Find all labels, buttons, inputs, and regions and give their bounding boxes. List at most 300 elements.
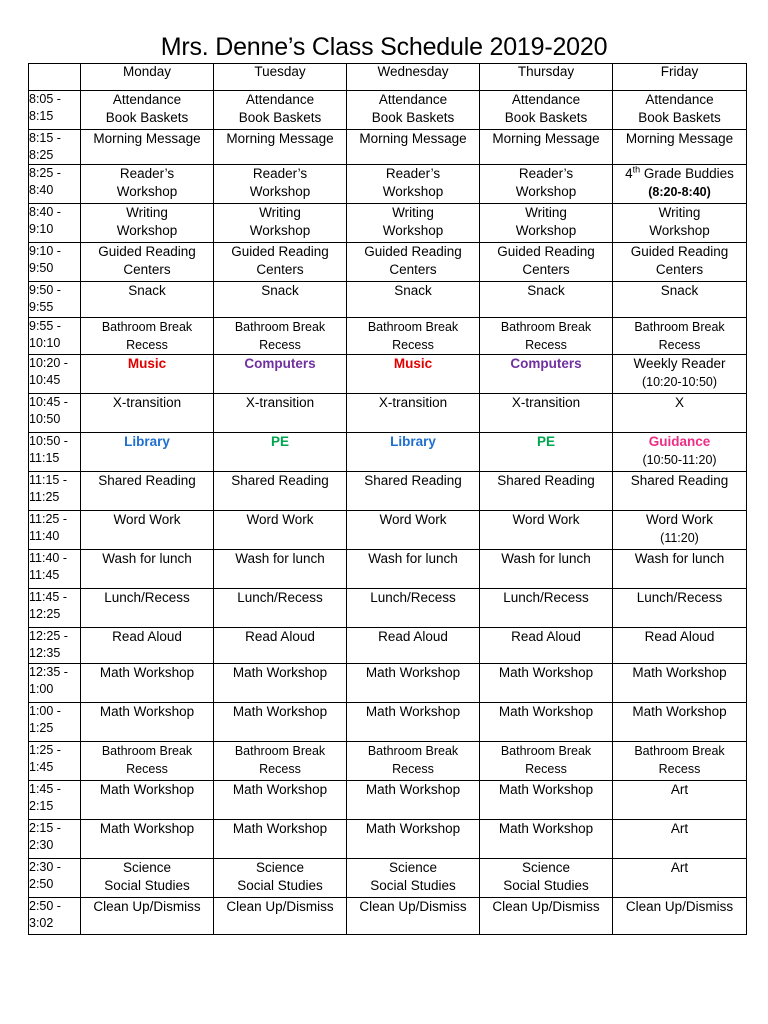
activity-text: Book Baskets <box>238 110 322 125</box>
activity-text: Centers <box>123 262 171 277</box>
activity-text: Music <box>127 356 167 371</box>
activity-cell <box>214 165 347 204</box>
activity-cell <box>613 898 747 935</box>
activity-cell <box>347 781 480 820</box>
activity-text: Workshop <box>249 223 311 238</box>
activity-cell <box>347 628 480 664</box>
activity-cell <box>347 703 480 742</box>
schedule-body <box>29 91 747 935</box>
activity-cell <box>347 664 480 703</box>
time-text: 1:45 - <box>29 782 61 796</box>
activity-cell <box>613 165 747 204</box>
activity-text: Reader’s <box>385 166 441 181</box>
activity-text: Recess <box>392 338 434 352</box>
activity-cell <box>480 859 613 898</box>
activity-text: PE <box>536 434 555 449</box>
activity-text: Science <box>122 860 172 875</box>
time-text: 2:30 - <box>29 860 61 874</box>
activity-text: Bathroom Break <box>367 320 459 334</box>
activity-cell <box>613 742 747 781</box>
activity-text: Snack <box>394 283 432 298</box>
schedule-row <box>29 820 747 859</box>
time-text: 8:15 - <box>29 131 61 145</box>
time-text: 12:25 - <box>29 629 68 643</box>
time-text: 3:02 <box>29 916 54 930</box>
time-text: 11:45 - <box>29 590 67 604</box>
activity-text: Math Workshop <box>498 665 594 680</box>
activity-cell <box>214 550 347 589</box>
activity-text: Recess <box>259 338 301 352</box>
activity-cell <box>347 355 480 394</box>
page-title: Mrs. Denne’s Class Schedule 2019-2020 <box>160 33 608 61</box>
activity-text: Book Baskets <box>371 110 455 125</box>
activity-text: Snack <box>128 283 166 298</box>
activity-text: Read Aloud <box>378 629 448 644</box>
activity-text: Workshop <box>515 184 577 199</box>
activity-cell <box>480 433 613 472</box>
time-cell <box>29 433 81 472</box>
activity-cell <box>214 282 347 318</box>
activity-text: Recess <box>126 338 168 352</box>
activity-cell <box>81 550 214 589</box>
activity-text: Workshop <box>382 184 444 199</box>
time-text: 12:35 <box>29 646 61 660</box>
activity-cell <box>613 511 747 550</box>
activity-cell <box>81 472 214 511</box>
activity-cell <box>81 664 214 703</box>
activity-text: Word Work <box>645 512 713 527</box>
activity-cell <box>480 781 613 820</box>
activity-text: Math Workshop <box>632 704 727 719</box>
activity-cell <box>81 859 214 898</box>
activity-text: Word Work <box>246 512 314 527</box>
time-text: 8:40 - <box>29 205 61 219</box>
activity-cell <box>81 781 214 820</box>
activity-text: Reader’s <box>119 166 175 181</box>
activity-text: Centers <box>522 262 570 277</box>
time-cell <box>29 589 81 628</box>
activity-cell <box>81 511 214 550</box>
activity-cell <box>480 703 613 742</box>
activity-text: 4th Grade Buddies <box>625 164 734 181</box>
activity-cell <box>81 318 214 355</box>
activity-cell <box>347 282 480 318</box>
activity-cell <box>480 204 613 243</box>
activity-text: Lunch/Recess <box>104 590 190 605</box>
activity-text: Math Workshop <box>232 665 328 680</box>
schedule-row <box>29 550 747 589</box>
time-cell <box>29 165 81 204</box>
activity-text: Science <box>255 860 305 875</box>
activity-text: Recess <box>126 762 168 776</box>
time-text: 2:50 <box>29 877 54 891</box>
activity-cell <box>347 820 480 859</box>
activity-text: Math Workshop <box>365 704 461 719</box>
activity-text: Math Workshop <box>99 821 195 836</box>
time-text: 10:20 - <box>29 356 68 370</box>
activity-cell <box>480 511 613 550</box>
day-header: Monday <box>81 64 214 91</box>
time-text: 1:25 <box>29 721 54 735</box>
activity-text: Morning Message <box>625 131 734 146</box>
activity-text: Guided Reading <box>364 244 462 259</box>
activity-text: Weekly Reader <box>633 356 726 371</box>
activity-text: Social Studies <box>104 878 190 893</box>
time-text: 8:25 <box>29 148 54 162</box>
activity-cell <box>480 898 613 935</box>
activity-cell <box>214 433 347 472</box>
corner-cell <box>29 64 81 91</box>
activity-cell <box>214 859 347 898</box>
activity-text: (10:20-10:50) <box>641 375 718 389</box>
activity-cell <box>480 130 613 165</box>
activity-cell <box>347 394 480 433</box>
activity-cell <box>613 703 747 742</box>
activity-text: X-transition <box>245 395 315 410</box>
time-cell <box>29 282 81 318</box>
activity-cell <box>613 781 747 820</box>
activity-cell <box>347 472 480 511</box>
activity-text: Lunch/Recess <box>370 590 456 605</box>
activity-text: Computers <box>244 356 316 371</box>
activity-cell <box>81 91 214 130</box>
activity-cell <box>480 394 613 433</box>
activity-text: Writing <box>525 205 567 220</box>
activity-cell <box>480 664 613 703</box>
day-header: Friday <box>613 64 747 91</box>
activity-text: Bathroom Break <box>634 744 725 758</box>
time-cell <box>29 472 81 511</box>
time-text: 11:25 <box>29 490 60 504</box>
schedule-row <box>29 204 747 243</box>
schedule-row <box>29 898 747 935</box>
activity-cell <box>214 204 347 243</box>
activity-text: Math Workshop <box>498 782 594 797</box>
time-text: 11:15 - <box>29 473 67 487</box>
schedule-row <box>29 589 747 628</box>
activity-text: Workshop <box>649 223 710 238</box>
schedule-row <box>29 472 747 511</box>
schedule-row <box>29 628 747 664</box>
activity-text: Reader’s <box>252 166 308 181</box>
time-cell <box>29 859 81 898</box>
activity-text: Guided Reading <box>630 244 729 259</box>
activity-text: Shared Reading <box>497 473 595 488</box>
activity-text: Snack <box>261 283 299 298</box>
activity-text: PE <box>270 434 289 449</box>
activity-text: Book Baskets <box>638 110 721 125</box>
activity-cell <box>214 781 347 820</box>
time-cell <box>29 742 81 781</box>
schedule-row <box>29 91 747 130</box>
schedule-row <box>29 664 747 703</box>
time-text: 9:10 - <box>29 244 61 258</box>
time-text: 2:30 <box>29 838 54 852</box>
activity-text: X-transition <box>112 395 182 410</box>
activity-cell <box>613 355 747 394</box>
time-text: 11:40 <box>29 529 60 543</box>
activity-cell <box>613 859 747 898</box>
activity-cell <box>214 511 347 550</box>
activity-text: Library <box>124 434 170 449</box>
activity-text: Social Studies <box>237 878 323 893</box>
activity-cell <box>347 433 480 472</box>
activity-text: Shared Reading <box>98 473 196 488</box>
activity-cell <box>81 204 214 243</box>
activity-cell <box>480 589 613 628</box>
activity-text: Recess <box>525 762 567 776</box>
activity-text: Word Work <box>512 512 580 527</box>
time-text: 9:50 - <box>29 283 61 297</box>
activity-text: Centers <box>389 262 437 277</box>
activity-text: Word Work <box>379 512 447 527</box>
activity-cell <box>214 394 347 433</box>
time-cell <box>29 204 81 243</box>
activity-text: Social Studies <box>503 878 589 893</box>
activity-text: Social Studies <box>370 878 456 893</box>
activity-text: Recess <box>392 762 434 776</box>
time-text: 9:10 <box>29 222 54 236</box>
activity-text: (11:20) <box>660 531 699 545</box>
activity-cell <box>214 318 347 355</box>
activity-cell <box>480 472 613 511</box>
activity-text: Snack <box>527 283 565 298</box>
activity-cell <box>480 355 613 394</box>
schedule-row <box>29 318 747 355</box>
activity-text: Math Workshop <box>365 782 461 797</box>
activity-text: Guided Reading <box>98 244 196 259</box>
activity-cell <box>613 628 747 664</box>
activity-text: Science <box>521 860 571 875</box>
activity-cell <box>347 130 480 165</box>
activity-text: Snack <box>660 283 699 298</box>
time-cell <box>29 511 81 550</box>
activity-text: Math Workshop <box>232 821 328 836</box>
time-text: 1:25 - <box>29 743 61 757</box>
time-text: 8:25 - <box>29 166 61 180</box>
schedule-row <box>29 781 747 820</box>
activity-cell <box>214 820 347 859</box>
time-text: 9:50 <box>29 261 54 275</box>
time-text: 11:45 <box>29 568 60 582</box>
time-cell <box>29 355 81 394</box>
schedule-row <box>29 511 747 550</box>
activity-cell <box>480 550 613 589</box>
activity-text: (10:50-11:20) <box>642 453 717 467</box>
activity-text: Math Workshop <box>232 782 328 797</box>
time-cell <box>29 243 81 282</box>
time-text: 12:35 - <box>29 665 68 679</box>
activity-text: Music <box>393 356 433 371</box>
activity-text: Wash for lunch <box>102 551 192 566</box>
activity-cell <box>347 243 480 282</box>
activity-text: X-transition <box>378 395 448 410</box>
activity-text: Bathroom Break <box>634 320 725 334</box>
activity-text: Lunch/Recess <box>636 590 723 605</box>
activity-text: Centers <box>256 262 304 277</box>
activity-text: Attendance <box>645 92 714 107</box>
activity-text: Workshop <box>116 184 178 199</box>
activity-text: Wash for lunch <box>634 551 725 566</box>
time-cell <box>29 550 81 589</box>
activity-cell <box>480 820 613 859</box>
day-header: Tuesday <box>214 64 347 91</box>
activity-cell <box>214 130 347 165</box>
schedule-row <box>29 243 747 282</box>
activity-text: Math Workshop <box>99 782 195 797</box>
activity-cell <box>613 130 747 165</box>
activity-text: Writing <box>658 205 701 220</box>
activity-cell <box>347 204 480 243</box>
schedule-row <box>29 703 747 742</box>
activity-text: Recess <box>525 338 567 352</box>
activity-cell <box>214 703 347 742</box>
header-row <box>29 64 747 91</box>
activity-text: Art <box>670 821 689 836</box>
activity-cell <box>214 355 347 394</box>
activity-text: Read Aloud <box>644 629 715 644</box>
schedule-row <box>29 130 747 165</box>
time-cell <box>29 781 81 820</box>
activity-cell <box>81 589 214 628</box>
time-text: 10:50 - <box>29 434 68 448</box>
activity-cell <box>214 742 347 781</box>
time-cell <box>29 664 81 703</box>
activity-cell <box>214 628 347 664</box>
time-text: 2:15 - <box>29 821 61 835</box>
time-text: 9:55 - <box>29 319 61 333</box>
day-header: Wednesday <box>347 64 480 91</box>
activity-cell <box>613 318 747 355</box>
activity-text: Math Workshop <box>498 704 594 719</box>
time-cell <box>29 394 81 433</box>
time-text: 9:55 <box>29 300 54 314</box>
activity-text: Clean Up/Dismiss <box>93 899 201 914</box>
activity-text: Math Workshop <box>99 665 195 680</box>
activity-cell <box>480 91 613 130</box>
activity-cell <box>613 820 747 859</box>
activity-cell <box>81 130 214 165</box>
activity-text: Workshop <box>382 223 444 238</box>
activity-text: Math Workshop <box>498 821 594 836</box>
activity-cell <box>613 282 747 318</box>
activity-text: Workshop <box>116 223 178 238</box>
activity-cell <box>347 550 480 589</box>
activity-cell <box>613 664 747 703</box>
schedule-row <box>29 282 747 318</box>
activity-text: Recess <box>259 762 301 776</box>
activity-cell <box>81 165 214 204</box>
activity-cell <box>81 433 214 472</box>
activity-cell <box>480 318 613 355</box>
time-cell <box>29 318 81 355</box>
activity-cell <box>347 742 480 781</box>
activity-text: Morning Message <box>359 131 467 146</box>
activity-cell <box>214 589 347 628</box>
activity-text: Computers <box>510 356 582 371</box>
activity-cell <box>480 282 613 318</box>
activity-text: Shared Reading <box>364 473 462 488</box>
activity-cell <box>347 318 480 355</box>
activity-cell <box>613 589 747 628</box>
activity-text: Read Aloud <box>511 629 581 644</box>
time-cell <box>29 91 81 130</box>
activity-text: X-transition <box>511 395 581 410</box>
activity-cell <box>81 243 214 282</box>
schedule-row <box>29 742 747 781</box>
activity-text: Clean Up/Dismiss <box>359 899 467 914</box>
activity-text: Math Workshop <box>365 821 461 836</box>
time-cell <box>29 130 81 165</box>
activity-text: Shared Reading <box>630 473 729 488</box>
activity-text: Bathroom Break <box>234 320 326 334</box>
activity-text: Lunch/Recess <box>237 590 323 605</box>
schedule-row <box>29 355 747 394</box>
activity-text: Attendance <box>245 92 315 107</box>
activity-text: Math Workshop <box>632 665 727 680</box>
time-cell <box>29 898 81 935</box>
activity-text: Bathroom Break <box>101 744 193 758</box>
activity-cell <box>214 898 347 935</box>
activity-text: Word Work <box>113 512 181 527</box>
activity-text: Writing <box>392 205 434 220</box>
activity-text: Attendance <box>112 92 182 107</box>
activity-text: Guided Reading <box>497 244 595 259</box>
time-text: 2:15 <box>29 799 54 813</box>
activity-text: Bathroom Break <box>234 744 326 758</box>
activity-text: Bathroom Break <box>500 744 592 758</box>
activity-cell <box>613 472 747 511</box>
activity-cell <box>480 628 613 664</box>
activity-text: Bathroom Break <box>500 320 592 334</box>
activity-cell <box>81 282 214 318</box>
activity-text: Wash for lunch <box>501 551 591 566</box>
activity-text: Bathroom Break <box>367 744 459 758</box>
activity-text: Guided Reading <box>231 244 329 259</box>
time-text: 10:45 <box>29 373 61 387</box>
activity-text: Read Aloud <box>245 629 315 644</box>
activity-cell <box>613 91 747 130</box>
activity-text: Writing <box>259 205 301 220</box>
activity-text: Wash for lunch <box>368 551 458 566</box>
activity-text: Attendance <box>378 92 448 107</box>
activity-text: Guidance <box>648 434 711 449</box>
schedule-row <box>29 433 747 472</box>
activity-cell <box>214 243 347 282</box>
time-text: 10:45 - <box>29 395 68 409</box>
time-text: 1:45 <box>29 760 54 774</box>
time-text: 2:50 - <box>29 899 61 913</box>
activity-text: Recess <box>658 762 701 776</box>
activity-text: (8:20-8:40) <box>648 185 711 199</box>
activity-text: Math Workshop <box>365 665 461 680</box>
activity-text: Science <box>388 860 438 875</box>
activity-cell <box>613 394 747 433</box>
activity-text: Clean Up/Dismiss <box>226 899 334 914</box>
time-text: 11:25 - <box>29 512 67 526</box>
activity-cell <box>613 433 747 472</box>
schedule-row <box>29 859 747 898</box>
activity-cell <box>480 165 613 204</box>
activity-cell <box>214 472 347 511</box>
time-text: 8:15 <box>29 109 54 123</box>
activity-text: Morning Message <box>492 131 600 146</box>
activity-text: Morning Message <box>93 131 201 146</box>
activity-cell <box>81 820 214 859</box>
schedule-row <box>29 394 747 433</box>
activity-text: Read Aloud <box>112 629 182 644</box>
activity-text: Clean Up/Dismiss <box>625 899 734 914</box>
